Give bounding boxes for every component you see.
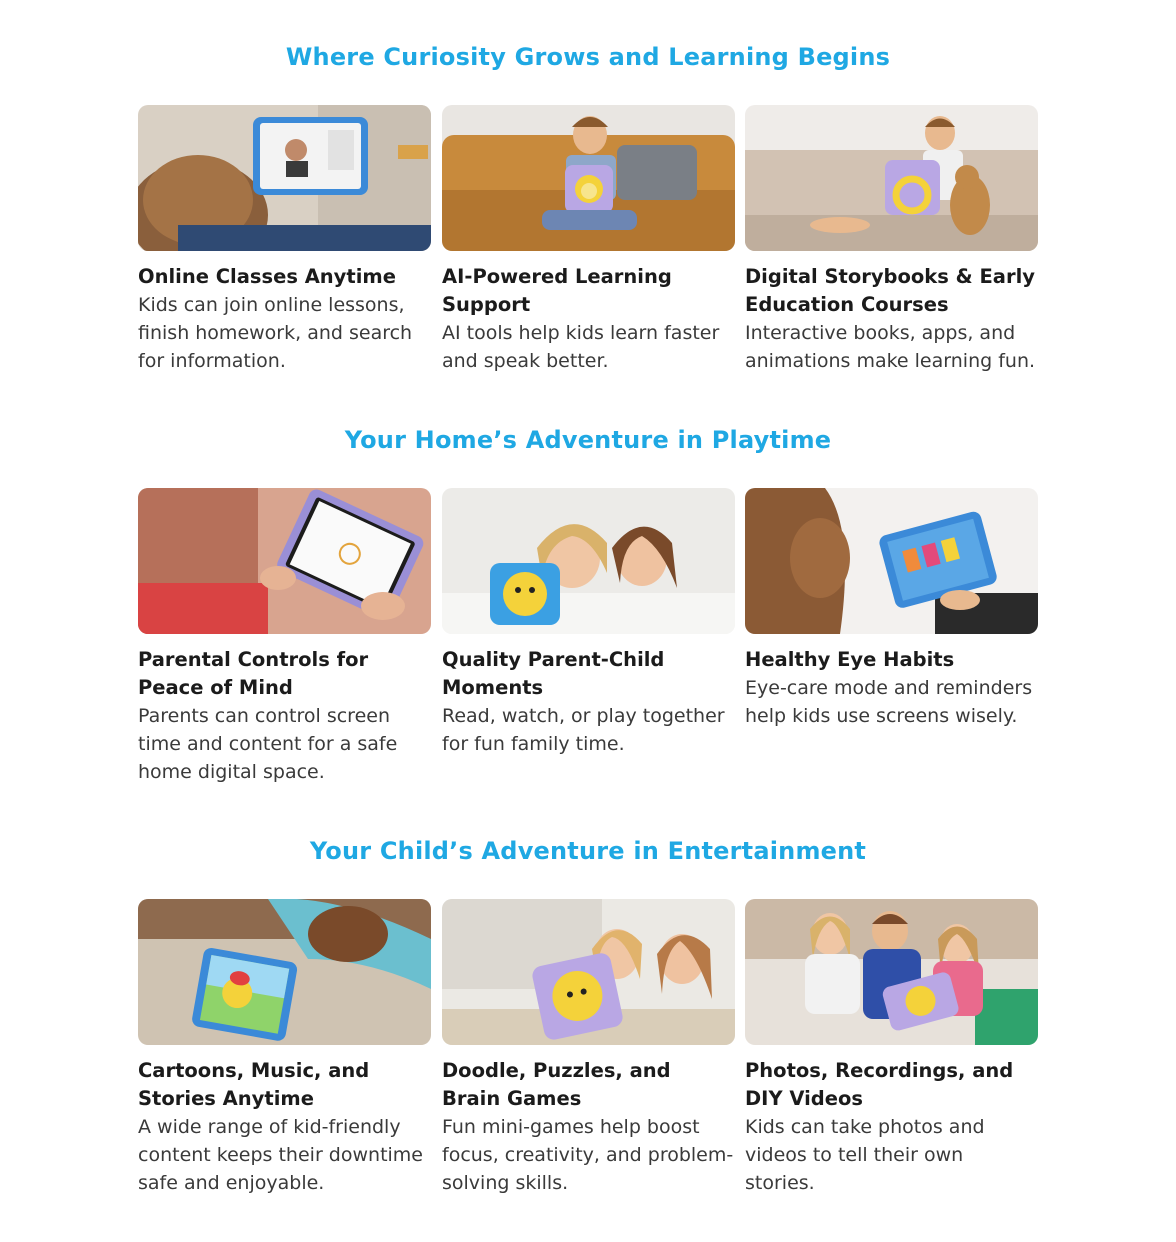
- card-description: A wide range of kid-friendly content keeps their downtime safe and enjoyable.: [138, 1116, 423, 1194]
- card-title: Quality Parent-Child Moments: [442, 648, 665, 699]
- card-title: Online Classes Anytime: [138, 265, 396, 288]
- card-title: Parental Controls for Peace of Mind: [138, 648, 369, 699]
- card-parental-controls: [138, 488, 431, 786]
- section-title-learning: Where Curiosity Grows and Learning Begins: [285, 43, 891, 71]
- card-title: AI-Powered Learning Support: [442, 265, 672, 316]
- card-description: Eye-care mode and reminders help kids use screens wisely.: [745, 677, 1033, 727]
- card-eye-habits: [745, 488, 1038, 730]
- child-online-class-photo: [138, 105, 431, 251]
- card-online-classes: [138, 105, 431, 375]
- two-girls-tablet-photo: [442, 899, 735, 1045]
- card-title: Doodle, Puzzles, and Brain Games: [442, 1059, 671, 1110]
- card-parent-child: [442, 488, 735, 758]
- card-photos: [745, 899, 1038, 1197]
- section-title-playtime: Your Home’s Adventure in Playtime: [344, 426, 832, 454]
- card-games: [442, 899, 735, 1197]
- parent-holding-tablet-photo: [138, 488, 431, 634]
- card-description: Interactive books, apps, and animations make learning fun.: [745, 322, 1036, 372]
- section-title-entertainment: Your Child’s Adventure in Entertainment: [309, 837, 867, 865]
- three-kids-tablet-photo: [745, 899, 1038, 1045]
- child-on-sofa-tablet-photo: [442, 105, 735, 251]
- card-cartoons: [138, 899, 431, 1197]
- card-storybooks: [745, 105, 1038, 375]
- card-description: Kids can join online lessons, finish homework, and search for information.: [138, 294, 413, 372]
- card-title: Photos, Recordings, and DIY Videos: [745, 1059, 1014, 1110]
- card-description: AI tools help kids learn faster and speak better.: [442, 322, 720, 372]
- card-description: Fun mini-games help boost focus, creativity, and problem-solving skills.: [442, 1116, 734, 1194]
- card-title: Digital Storybooks & Early Education Courses: [745, 265, 1035, 316]
- girl-on-rug-tablet-photo: [138, 899, 431, 1045]
- mother-daughter-tablet-photo: [442, 488, 735, 634]
- child-with-teddy-tablet-photo: [745, 105, 1038, 251]
- card-ai-learning: [442, 105, 735, 375]
- card-description: Parents can control screen time and content for a safe home digital space.: [138, 705, 398, 783]
- card-title: Healthy Eye Habits: [745, 648, 955, 671]
- card-description: Kids can take photos and videos to tell their own stories.: [745, 1116, 985, 1194]
- card-description: Read, watch, or play together for fun family time.: [442, 705, 725, 755]
- girl-watching-tablet-photo: [745, 488, 1038, 634]
- card-title: Cartoons, Music, and Stories Anytime: [138, 1059, 370, 1110]
